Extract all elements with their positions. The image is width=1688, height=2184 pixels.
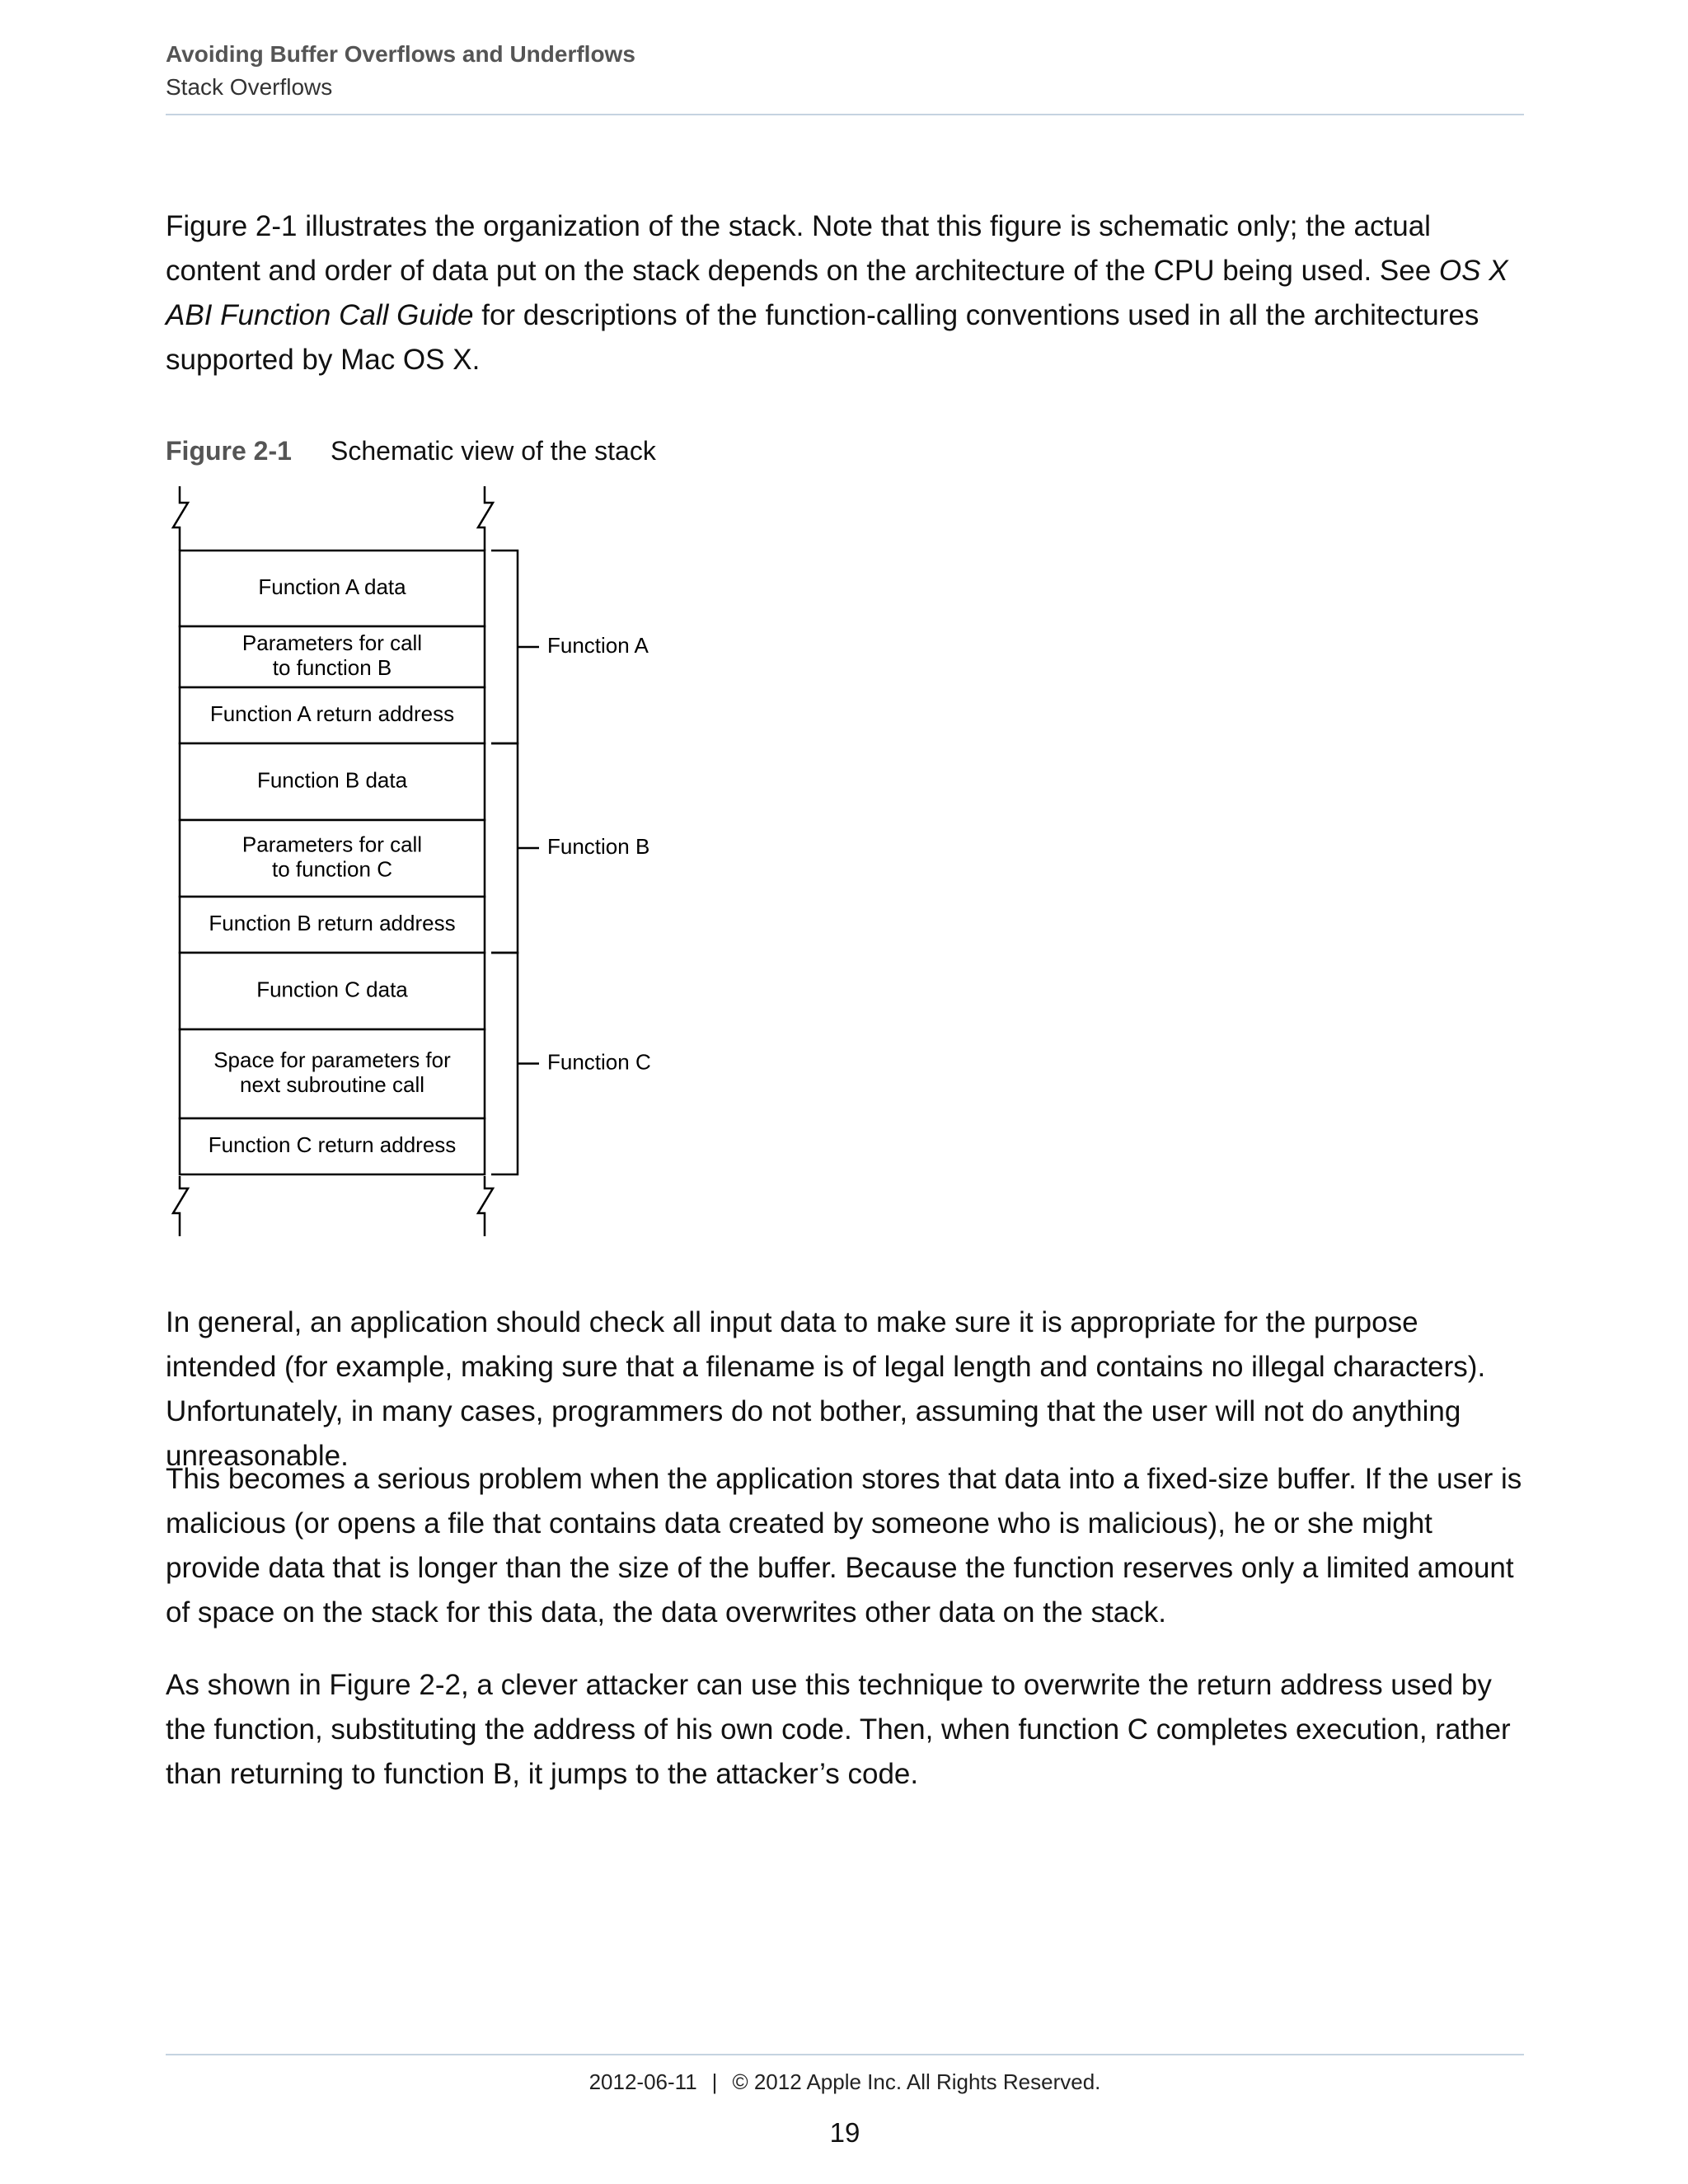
footer xyxy=(166,2067,1524,2097)
stack-cell-label: to function C xyxy=(272,856,392,882)
figure-caption xyxy=(166,432,656,470)
frame-label: Function A xyxy=(547,632,649,658)
stack-cell-label: Function C return address xyxy=(208,1132,457,1157)
header-chapter-title: Avoiding Buffer Overflows and Underflows xyxy=(166,41,635,67)
header-section-title: Stack Overflows xyxy=(166,74,333,100)
frame-bracket xyxy=(491,953,539,1174)
stack-cell-label: Function B return address xyxy=(209,910,456,935)
figure-title: Schematic view of the stack xyxy=(331,436,656,466)
intro-text-after: for descriptions of the function-calling conventions used in all the architectures supported by Mac OS X. xyxy=(166,299,1479,376)
intro-text-before: Figure 2-1 illustrates the organization of the stack. Note that this figure is schematic only; the actual content and order of data put on the stack depends on the architecture of the CPU being used. See xyxy=(166,210,1439,287)
running-header xyxy=(166,38,1524,104)
stack-diagram xyxy=(157,478,684,1244)
stack-cell-label: Space for parameters for xyxy=(213,1047,451,1072)
top-left-break-mark xyxy=(173,486,188,551)
frame-label: Function B xyxy=(547,833,650,859)
stack-cell-label: Function C data xyxy=(256,977,408,1002)
footer-separator: | xyxy=(711,2069,718,2094)
body-paragraph-3: As shown in Figure 2-2, a clever attacker can use this technique to overwrite the return address used by the function, substituting the address of his own code. Then, when function C completes execution, rather than returning to function B, it jumps to the attacker’s code. xyxy=(166,1669,1511,1790)
stack-cell-label: Parameters for call xyxy=(241,630,423,655)
bottom-left-break-mark xyxy=(173,1176,188,1236)
body-paragraph-1: In general, an application should check all input data to make sure it is appropriate for the purpose intended (for example, making sure that a filename is of legal length and contains no illegal characters). Unfortunately, in many cases, programmers do not bother, assuming that the user will not do anything unreasonable. xyxy=(166,1306,1486,1472)
body-paragraph-2: This becomes a serious problem when the application stores that data into a fixed-size buffer. If the user is malicious (or opens a file that contains data created by someone who is malicious), he or she might provide data that is longer than the size of the buffer. Because the function reserves only a limited amount of space on the stack for this data, the data overwrites other data on the stack. xyxy=(166,1463,1522,1629)
frame-bracket xyxy=(491,743,539,953)
stack-cell-label: Function B data xyxy=(256,767,408,793)
footer-copyright: © 2012 Apple Inc. All Rights Reserved. xyxy=(732,2069,1101,2094)
bottom-right-break-mark xyxy=(478,1176,493,1236)
intro-paragraph xyxy=(166,204,1524,382)
figure-label: Figure 2-1 xyxy=(166,436,292,466)
abi-guide-title: OS X ABI Function Call Guide xyxy=(166,255,1508,331)
stack-cell-label: Function A return address xyxy=(209,701,455,726)
frame-brackets xyxy=(491,551,651,1174)
stack-cell-label: Parameters for call xyxy=(241,832,423,857)
stack-cell-label: to function B xyxy=(272,654,392,680)
frame-bracket xyxy=(491,551,539,743)
stack-cells xyxy=(180,551,485,1174)
footer-date: 2012-06-11 xyxy=(588,2069,697,2094)
stack-cell-label: next subroutine call xyxy=(239,1071,425,1097)
footer-divider xyxy=(166,2054,1524,2055)
frame-label: Function C xyxy=(547,1049,651,1075)
header-divider xyxy=(166,114,1524,115)
top-right-break-mark xyxy=(478,486,493,551)
page-number: 19 xyxy=(829,2117,860,2148)
stack-cell-label: Function A data xyxy=(258,574,406,599)
